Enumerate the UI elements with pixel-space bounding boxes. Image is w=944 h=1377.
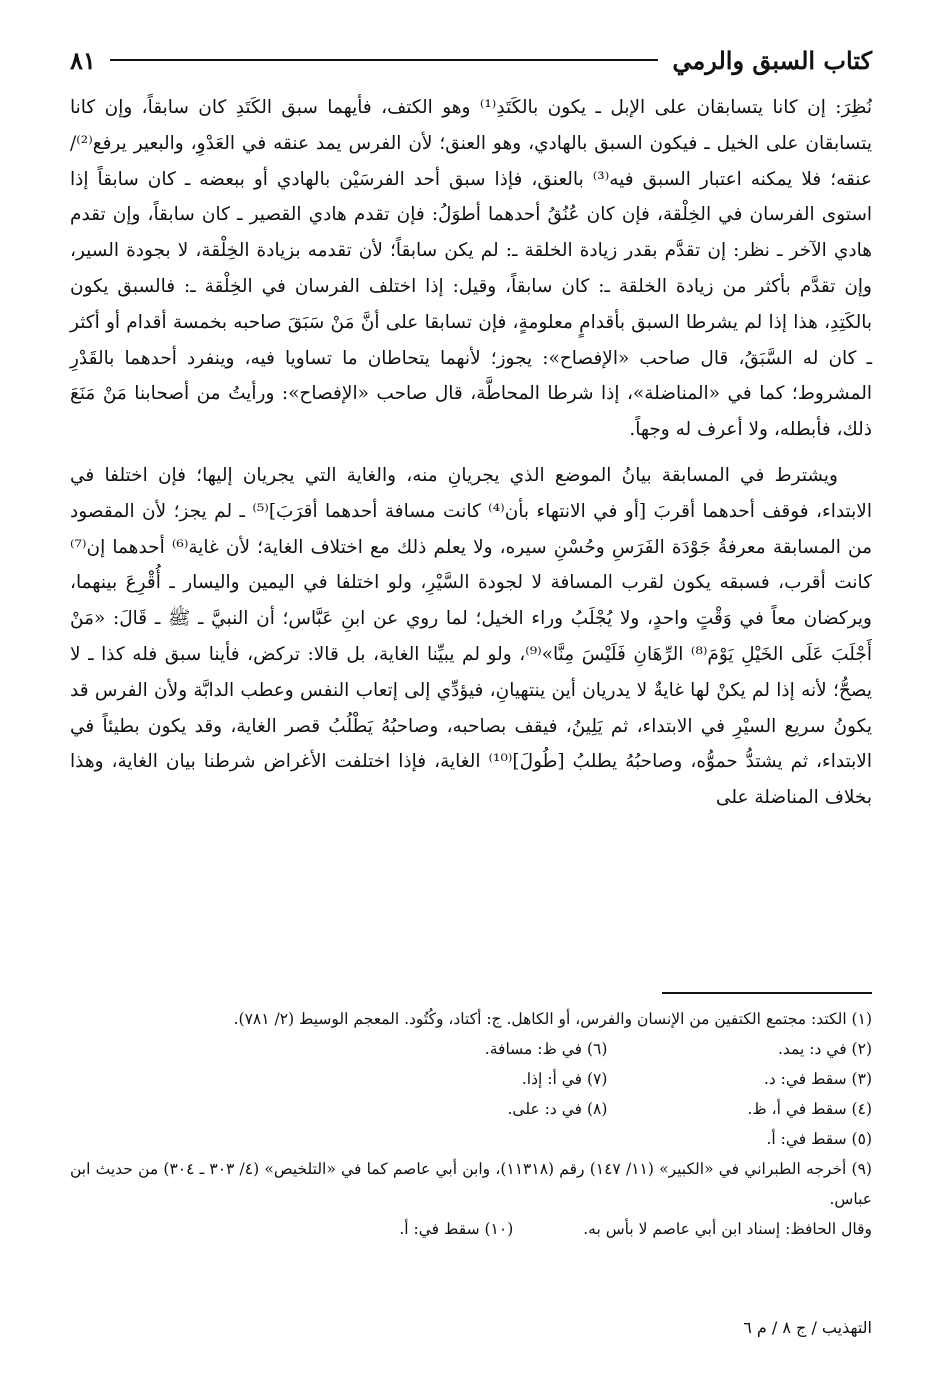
footnote: (١) الكتد: مجتمع الكتفين من الإنسان والفرس، أو الكاهل. ج: أكتاد، وكُتُود. المعجم الوسيط (٢/ ٧٨١).: [233, 1010, 872, 1028]
footnote-columns: [70, 1034, 872, 1154]
main-text: [70, 90, 872, 816]
footnote: (٢) في د: يمد.: [777, 1040, 872, 1058]
footnote-row: [70, 1214, 872, 1244]
paragraph: نُظِرَ: إن كانا يتسابقان على الإبل ـ يكون بالكَتَدِ⁽¹⁾ وهو الكتف، فأيهما سبق الكَتَدِ كان سابقاً، وإن كانا يتسابقان على الخيل ـ فيكون السبق بالهادي، وهو العنق؛ لأن الفرس يمد عنقه في العَدْوِ، والبعير يرفع⁽²⁾/ عنقه؛ فلا يمكنه اعتبار السبق فيه⁽³⁾ بالعنق، فإذا سبق أحد الفرسَيْن بالهادي أو ببعضه ـ كان سابقاً إذا استوى الفرسان في الخِلْقة، فإن كان عُنُقُ أحدهما أطوَلُ: فإن تقدم هادي القصير ـ كان سابقاً، وإن تقدم هادي الآخر ـ نظر: إن تقدَّم بقدر زيادة الخلقة ـ: لم يكن سابقاً؛ لأن تقدمه بزيادة الخِلْقة، لا بجودة السير، وإن تقدَّم بأكثر من زيادة الخلقة ـ: كان سابقاً، وقيل: إذا اختلف الفرسان في الخِلْقة ـ: فالسبق يكون بالكَتِدِ، هذا إذا لم يشرطا السبق بأقدامٍ معلومةٍ، فإن تسابقا على أنَّ مَنْ سَبَقَ صاحبه بخمسة أقدام أو أكثر ـ كان له السَّبَقُ، قال صاحب «الإفصاح»: يجوز؛ لأنهما يتحاطان ما تساويا فيه، وينفرد أحدهما بالقَدْرِ المشروط؛ كما في «المناضلة»، إذا شرطا المحاطَّة، قال صاحب «الإفصاح»: ورأيتُ من أصحابنا مَنْ مَنَعَ ذلك، فأبطله، ولا أعرف له وجهاً.: [70, 97, 872, 441]
footnote-note: وقال الحافظ: إسناد ابن أبي عاصم لا بأس به.: [583, 1220, 872, 1238]
footnote: (٨) في د: على.: [507, 1100, 608, 1118]
footnote: (١٠) سقط في: أ.: [399, 1220, 514, 1238]
footnote-column-left: [485, 1034, 608, 1154]
footnote-column-right: [747, 1034, 872, 1154]
footnote: (٧) في أ: إذا.: [521, 1070, 608, 1088]
footnote: (٩) أخرجه الطبراني في «الكبير» (١١/ ١٤٧) رقم (١١٣١٨)، وابن أبي عاصم كما في «التلخيص» (٤/ ٣٠٣ ـ ٣٠٤) من حديث ابن عباس.: [70, 1160, 872, 1208]
footnote: (٥) سقط في: أ.: [766, 1130, 872, 1148]
header-rule: [110, 59, 659, 61]
footnote-separator: [662, 992, 872, 994]
running-title: كتاب السبق والرمي: [672, 45, 872, 75]
page-header: [70, 40, 872, 80]
footnote: (٦) في ظ: مسافة.: [484, 1040, 608, 1058]
footnote: (٤) سقط في أ، ظ.: [747, 1100, 872, 1118]
footnote: (٣) سقط في: د.: [763, 1070, 872, 1088]
paragraph: ويشترط في المسابقة بيانُ الموضع الذي يجريانِ منه، والغاية التي يجريان إليها؛ فإن اختلفا في الابتداء، فوقف أحدهما أقربَ [أو في الانتهاء بأن⁽⁴⁾ كانت مسافة أحدهما أقرَبَ]⁽⁵⁾ ـ لم يجز؛ لأن المقصود من المسابقة معرفةُ جَوْدَة الفَرَسِ وحُسْنِ سيره، ولا يعلم ذلك مع اختلاف الغاية؛ لأن غاية⁽⁶⁾ أحدهما إن⁽⁷⁾ كانت أقرب، فسبقه يكون لقرب المسافة لا لجودة السَّيْرِ، ولو اختلفا في اليمين واليسار ـ أُقْرِعَ بينهما، ويركضان معاً في وَقْتٍ واحدٍ، ولا يُجْلَبُ وراء الخيل؛ لما روي عن ابنِ عَبَّاس؛ أن النبيَّ ـ ﷺ ـ قَالَ: «مَنْ أَجْلَبَ عَلَى الخَيْلِ يَوْمَ⁽⁸⁾ الرِّهَانِ فَلَيْسَ مِنَّا»⁽⁹⁾، ولو لم يبيِّنا الغاية، بل قالا: تركض، فأينا سبق فله كذا ـ لا يصحُّ؛ لأنه إذا لم يكنْ لها غايةٌ لا يدريان أين ينتهيانِ، فيؤدِّي إلى إتعاب النفس وعطب الدابَّة ولأن الفرس قد يكونُ سريع السيْرِ في الابتداء، ثم يَلِينُ، فيقف بصاحبه، وصاحبُهُ يَطْلُبُ قصر الغاية، وقد يكون بطيئاً في الابتداء، ثم يشتدُّ حموُّه، وصاحبُهُ يطلبُ [طُولَ]⁽¹⁰⁾ الغاية، فإذا اختلفت الأغراض شرطنا بيان الغاية، وهذا بخلاف المناضلة على: [70, 464, 872, 809]
page-number: ٨١: [70, 45, 96, 75]
volume-signature: التهذيب / ج ٨ / م ٦: [743, 1318, 872, 1337]
footnotes: [70, 1004, 872, 1244]
